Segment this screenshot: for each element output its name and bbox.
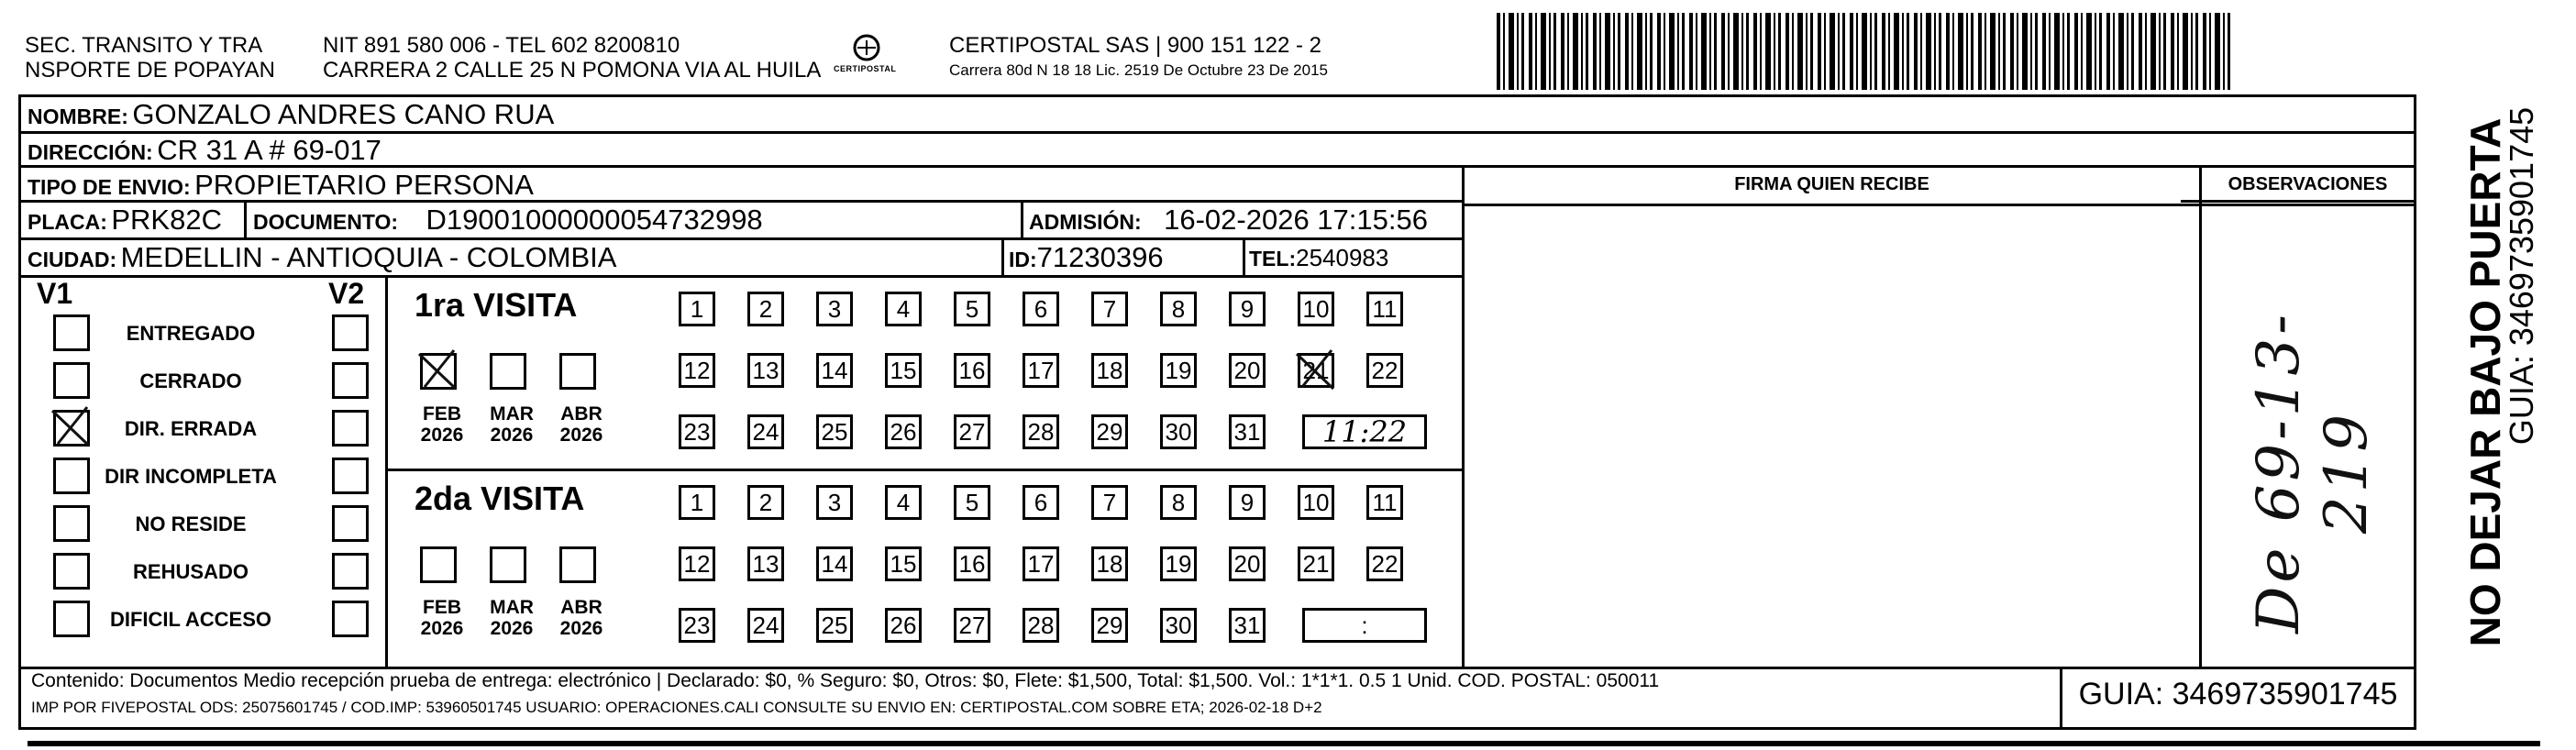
v1-header: V1: [37, 277, 73, 310]
visit-day-box[interactable]: 9: [1229, 292, 1266, 326]
month-year: 2026: [420, 618, 464, 639]
visit-day-box[interactable]: 14: [816, 546, 853, 581]
month-name: MAR: [490, 403, 534, 425]
visit-month-checkbox[interactable]: [420, 353, 457, 390]
address-line: CARRERA 2 CALLE 25 N POMONA VIA AL HUILA: [323, 58, 822, 83]
placa-label: PLACA:: [28, 210, 107, 234]
sender-contact: [323, 33, 821, 83]
status-option-label: DIR INCOMPLETA: [105, 465, 277, 488]
status-option-label: CERRADO: [139, 369, 242, 392]
visit-month-checkbox[interactable]: [420, 546, 457, 583]
firma-header: FIRMA QUIEN RECIBE: [1734, 174, 1929, 194]
ciudad-label: CIUDAD:: [28, 248, 117, 271]
visit-month-checkbox[interactable]: [559, 546, 596, 583]
visit-day-box[interactable]: 21: [1298, 353, 1334, 388]
sender-line-2: NSPORTE DE POPAYAN: [25, 58, 275, 83]
tipo-envio-label: TIPO DE ENVIO:: [28, 175, 191, 199]
visit-day-box[interactable]: 18: [1091, 546, 1128, 581]
visit-day-box[interactable]: 10: [1298, 485, 1334, 520]
visit-day-box[interactable]: 2: [747, 292, 784, 326]
ciudad-value: MEDELLIN - ANTIOQUIA - COLOMBIA: [120, 241, 617, 273]
visit-month-label: [554, 597, 609, 639]
month-year: 2026: [490, 425, 534, 446]
ciudad-field: [28, 241, 616, 274]
visit-month-checkbox[interactable]: [490, 546, 526, 583]
nombre-label: NOMBRE:: [28, 105, 128, 128]
admision-field: [1029, 204, 1428, 237]
handwritten-time: 11:22: [1321, 414, 1408, 449]
logo-text: CERTIPOSTAL: [834, 64, 897, 73]
nit-line: NIT 891 580 006 - TEL 602 8200810: [323, 33, 680, 58]
visit-month-checkbox[interactable]: [559, 353, 596, 390]
nombre-field: [28, 98, 554, 131]
direccion-label: DIRECCIÓN:: [28, 140, 153, 164]
visit-day-box[interactable]: 30: [1160, 608, 1197, 643]
month-name: FEB: [423, 597, 461, 618]
visit-day-box[interactable]: 27: [954, 414, 990, 449]
visit-day-box[interactable]: 25: [816, 414, 853, 449]
visit-day-box[interactable]: 30: [1160, 414, 1197, 449]
footer-guia: GUIA: 3469735901745: [2078, 677, 2398, 711]
handwritten-observation: De 69-13-219: [2245, 311, 2381, 634]
documento-label: DOCUMENTO:: [253, 210, 399, 234]
visit-day-box[interactable]: 22: [1366, 353, 1403, 388]
visit-day-box[interactable]: 9: [1229, 485, 1266, 520]
visit-day-box[interactable]: 14: [816, 353, 853, 388]
visit-day-box[interactable]: 5: [954, 485, 990, 520]
visit-day-box[interactable]: 21: [1298, 546, 1334, 581]
visit-month-checkbox[interactable]: [490, 353, 526, 390]
status-option-label: NO RESIDE: [135, 513, 247, 535]
month-name: FEB: [423, 403, 461, 425]
visit-day-box[interactable]: 4: [885, 292, 922, 326]
tipo-envio-field: [28, 169, 534, 202]
visit-title: 2da VISITA: [415, 480, 585, 517]
direccion-field: [28, 134, 381, 167]
tel-label: TEL:: [1249, 247, 1297, 270]
documento-field: [253, 204, 763, 237]
status-v2-checkbox[interactable]: [332, 505, 369, 542]
visit-day-box[interactable]: 24: [747, 608, 784, 643]
status-option-label: DIR. ERRADA: [124, 417, 258, 440]
visit-day-box[interactable]: 3: [816, 485, 853, 520]
barcode: [1497, 13, 2230, 90]
visit-month-label: [415, 597, 470, 639]
visit-day-box[interactable]: 28: [1023, 414, 1059, 449]
footer-contenido: Contenido: Documentos Medio recepción prueba de entrega: electrónico | Declarado: $0, % Seguro: $0, Otros: $0, Flete: $1,500, Total: $1,500. Vol.: 1*1*1. 0.5 1 Unid. COD. POSTAL: 050011: [31, 670, 1660, 691]
placa-value: PRK82C: [111, 204, 222, 236]
status-option-label: REHUSADO: [133, 560, 249, 583]
tel-value: 2540983: [1296, 244, 1389, 271]
status-option-label: DIFICIL ACCESO: [109, 608, 271, 631]
month-name: ABR: [560, 597, 603, 618]
visit-month-label: [484, 403, 539, 446]
visit-day-box[interactable]: 7: [1091, 485, 1128, 520]
visit-day-box[interactable]: 18: [1091, 353, 1128, 388]
month-name: ABR: [560, 403, 603, 425]
no-dejar-notice: NO DEJAR BAJO PUERTA: [2461, 117, 2509, 647]
month-year: 2026: [559, 425, 603, 446]
visit-day-box[interactable]: 4: [885, 485, 922, 520]
company-info: [949, 33, 1328, 83]
id-field: [1009, 241, 1164, 274]
visit-day-box[interactable]: 19: [1160, 353, 1197, 388]
status-option-label: ENTREGADO: [126, 322, 256, 345]
visit-day-box[interactable]: 20: [1229, 546, 1266, 581]
visit-day-box[interactable]: 31: [1229, 608, 1266, 643]
visit-day-box[interactable]: 29: [1091, 414, 1128, 449]
visit-day-box[interactable]: 11: [1366, 292, 1403, 326]
status-v2-checkbox[interactable]: [332, 362, 369, 399]
visit-day-box[interactable]: 16: [954, 353, 990, 388]
visit-day-box[interactable]: 13: [747, 546, 784, 581]
visit-day-box[interactable]: 26: [885, 414, 922, 449]
direccion-value: CR 31 A # 69-017: [157, 134, 381, 166]
visit-day-box[interactable]: 8: [1160, 485, 1197, 520]
status-v2-checkbox[interactable]: [332, 410, 369, 447]
visit-time-box[interactable]: [1302, 414, 1427, 449]
nombre-value: GONZALO ANDRES CANO RUA: [132, 98, 555, 130]
observaciones-header: OBSERVACIONES: [2228, 174, 2388, 194]
visit-day-box[interactable]: 17: [1023, 353, 1059, 388]
visit-time-box[interactable]: :: [1302, 608, 1427, 643]
visit-day-box[interactable]: 23: [679, 414, 715, 449]
visit-day-box[interactable]: 7: [1091, 292, 1128, 326]
visit-day-box[interactable]: 23: [679, 608, 715, 643]
visit-day-box[interactable]: 15: [885, 353, 922, 388]
visit-month-label: [484, 597, 539, 639]
signature-area[interactable]: [1465, 207, 2197, 665]
month-year: 2026: [490, 618, 534, 639]
visit-day-box[interactable]: 1: [679, 485, 715, 520]
visit-day-box[interactable]: 2: [747, 485, 784, 520]
status-v2-checkbox[interactable]: [332, 314, 369, 351]
visit-day-box[interactable]: 10: [1298, 292, 1334, 326]
visit-month-label: [415, 403, 470, 446]
visit-day-box[interactable]: 5: [954, 292, 990, 326]
license-line: Carrera 80d N 18 18 Lic. 2519 De Octubre 23 De 2015: [949, 61, 1328, 79]
bottom-rule: [28, 741, 2540, 746]
visit-day-box[interactable]: 12: [679, 546, 715, 581]
id-label: ID:: [1009, 248, 1037, 271]
visit-month-label: [554, 403, 609, 446]
v2-header: V2: [328, 277, 365, 310]
visit-day-box[interactable]: 8: [1160, 292, 1197, 326]
visit-day-box[interactable]: 29: [1091, 608, 1128, 643]
visit-day-box[interactable]: 22: [1366, 546, 1403, 581]
admision-value: 16-02-2026 17:15:56: [1164, 204, 1428, 236]
visit-day-box[interactable]: 13: [747, 353, 784, 388]
tipo-envio-value: PROPIETARIO PERSONA: [194, 169, 534, 201]
visit-day-box[interactable]: 20: [1229, 353, 1266, 388]
id-value: 71230396: [1036, 241, 1164, 273]
visit-day-box[interactable]: 11: [1366, 485, 1403, 520]
visit-day-box[interactable]: 17: [1023, 546, 1059, 581]
visit-title: 1ra VISITA: [415, 286, 578, 324]
documento-value: D19001000000054732998: [426, 204, 763, 236]
visit-day-box[interactable]: 31: [1229, 414, 1266, 449]
placa-field: [28, 204, 222, 237]
handwritten-cross-mark: [415, 347, 463, 394]
visit-day-box[interactable]: 25: [816, 608, 853, 643]
sender-line-1: SEC. TRANSITO Y TRA: [25, 33, 263, 58]
visit-day-box[interactable]: 15: [885, 546, 922, 581]
visit-day-box[interactable]: 27: [954, 608, 990, 643]
side-guia: GUIA: 3469735901745: [2503, 106, 2540, 446]
visit-day-box[interactable]: 26: [885, 608, 922, 643]
certipostal-logo: [830, 29, 903, 83]
visit-day-box[interactable]: 3: [816, 292, 853, 326]
side-panel: [2421, 106, 2568, 660]
visit-day-box[interactable]: 6: [1023, 485, 1059, 520]
sender-name: [25, 33, 275, 83]
visit-day-box[interactable]: 1: [679, 292, 715, 326]
visit-day-box[interactable]: 16: [954, 546, 990, 581]
observations-area[interactable]: [2203, 207, 2412, 665]
status-v2-checkbox[interactable]: [332, 553, 369, 590]
month-name: MAR: [490, 597, 534, 618]
company-line: CERTIPOSTAL SAS | 900 151 122 - 2: [949, 33, 1321, 58]
month-year: 2026: [559, 618, 603, 639]
visit-day-box[interactable]: 24: [747, 414, 784, 449]
visit-day-box[interactable]: 6: [1023, 292, 1059, 326]
visit-day-box[interactable]: 19: [1160, 546, 1197, 581]
status-v2-checkbox[interactable]: [332, 601, 369, 637]
visit-day-box[interactable]: 28: [1023, 608, 1059, 643]
footer-impresion: IMP POR FIVEPOSTAL ODS: 25075601745 / COD.IMP: 53960501745 USUARIO: OPERACIONES.CALI CONSULTE SU ENVIO EN: CERTIPOSTAL.COM SOBRE ETA; 2026-02-18 D+2: [31, 699, 1322, 716]
tel-field: [1249, 244, 1388, 272]
status-v2-checkbox[interactable]: [332, 458, 369, 494]
handwritten-cross-mark: [1293, 347, 1341, 394]
admision-label: ADMISIÓN:: [1029, 210, 1142, 234]
visit-day-box[interactable]: 12: [679, 353, 715, 388]
month-year: 2026: [420, 425, 464, 446]
